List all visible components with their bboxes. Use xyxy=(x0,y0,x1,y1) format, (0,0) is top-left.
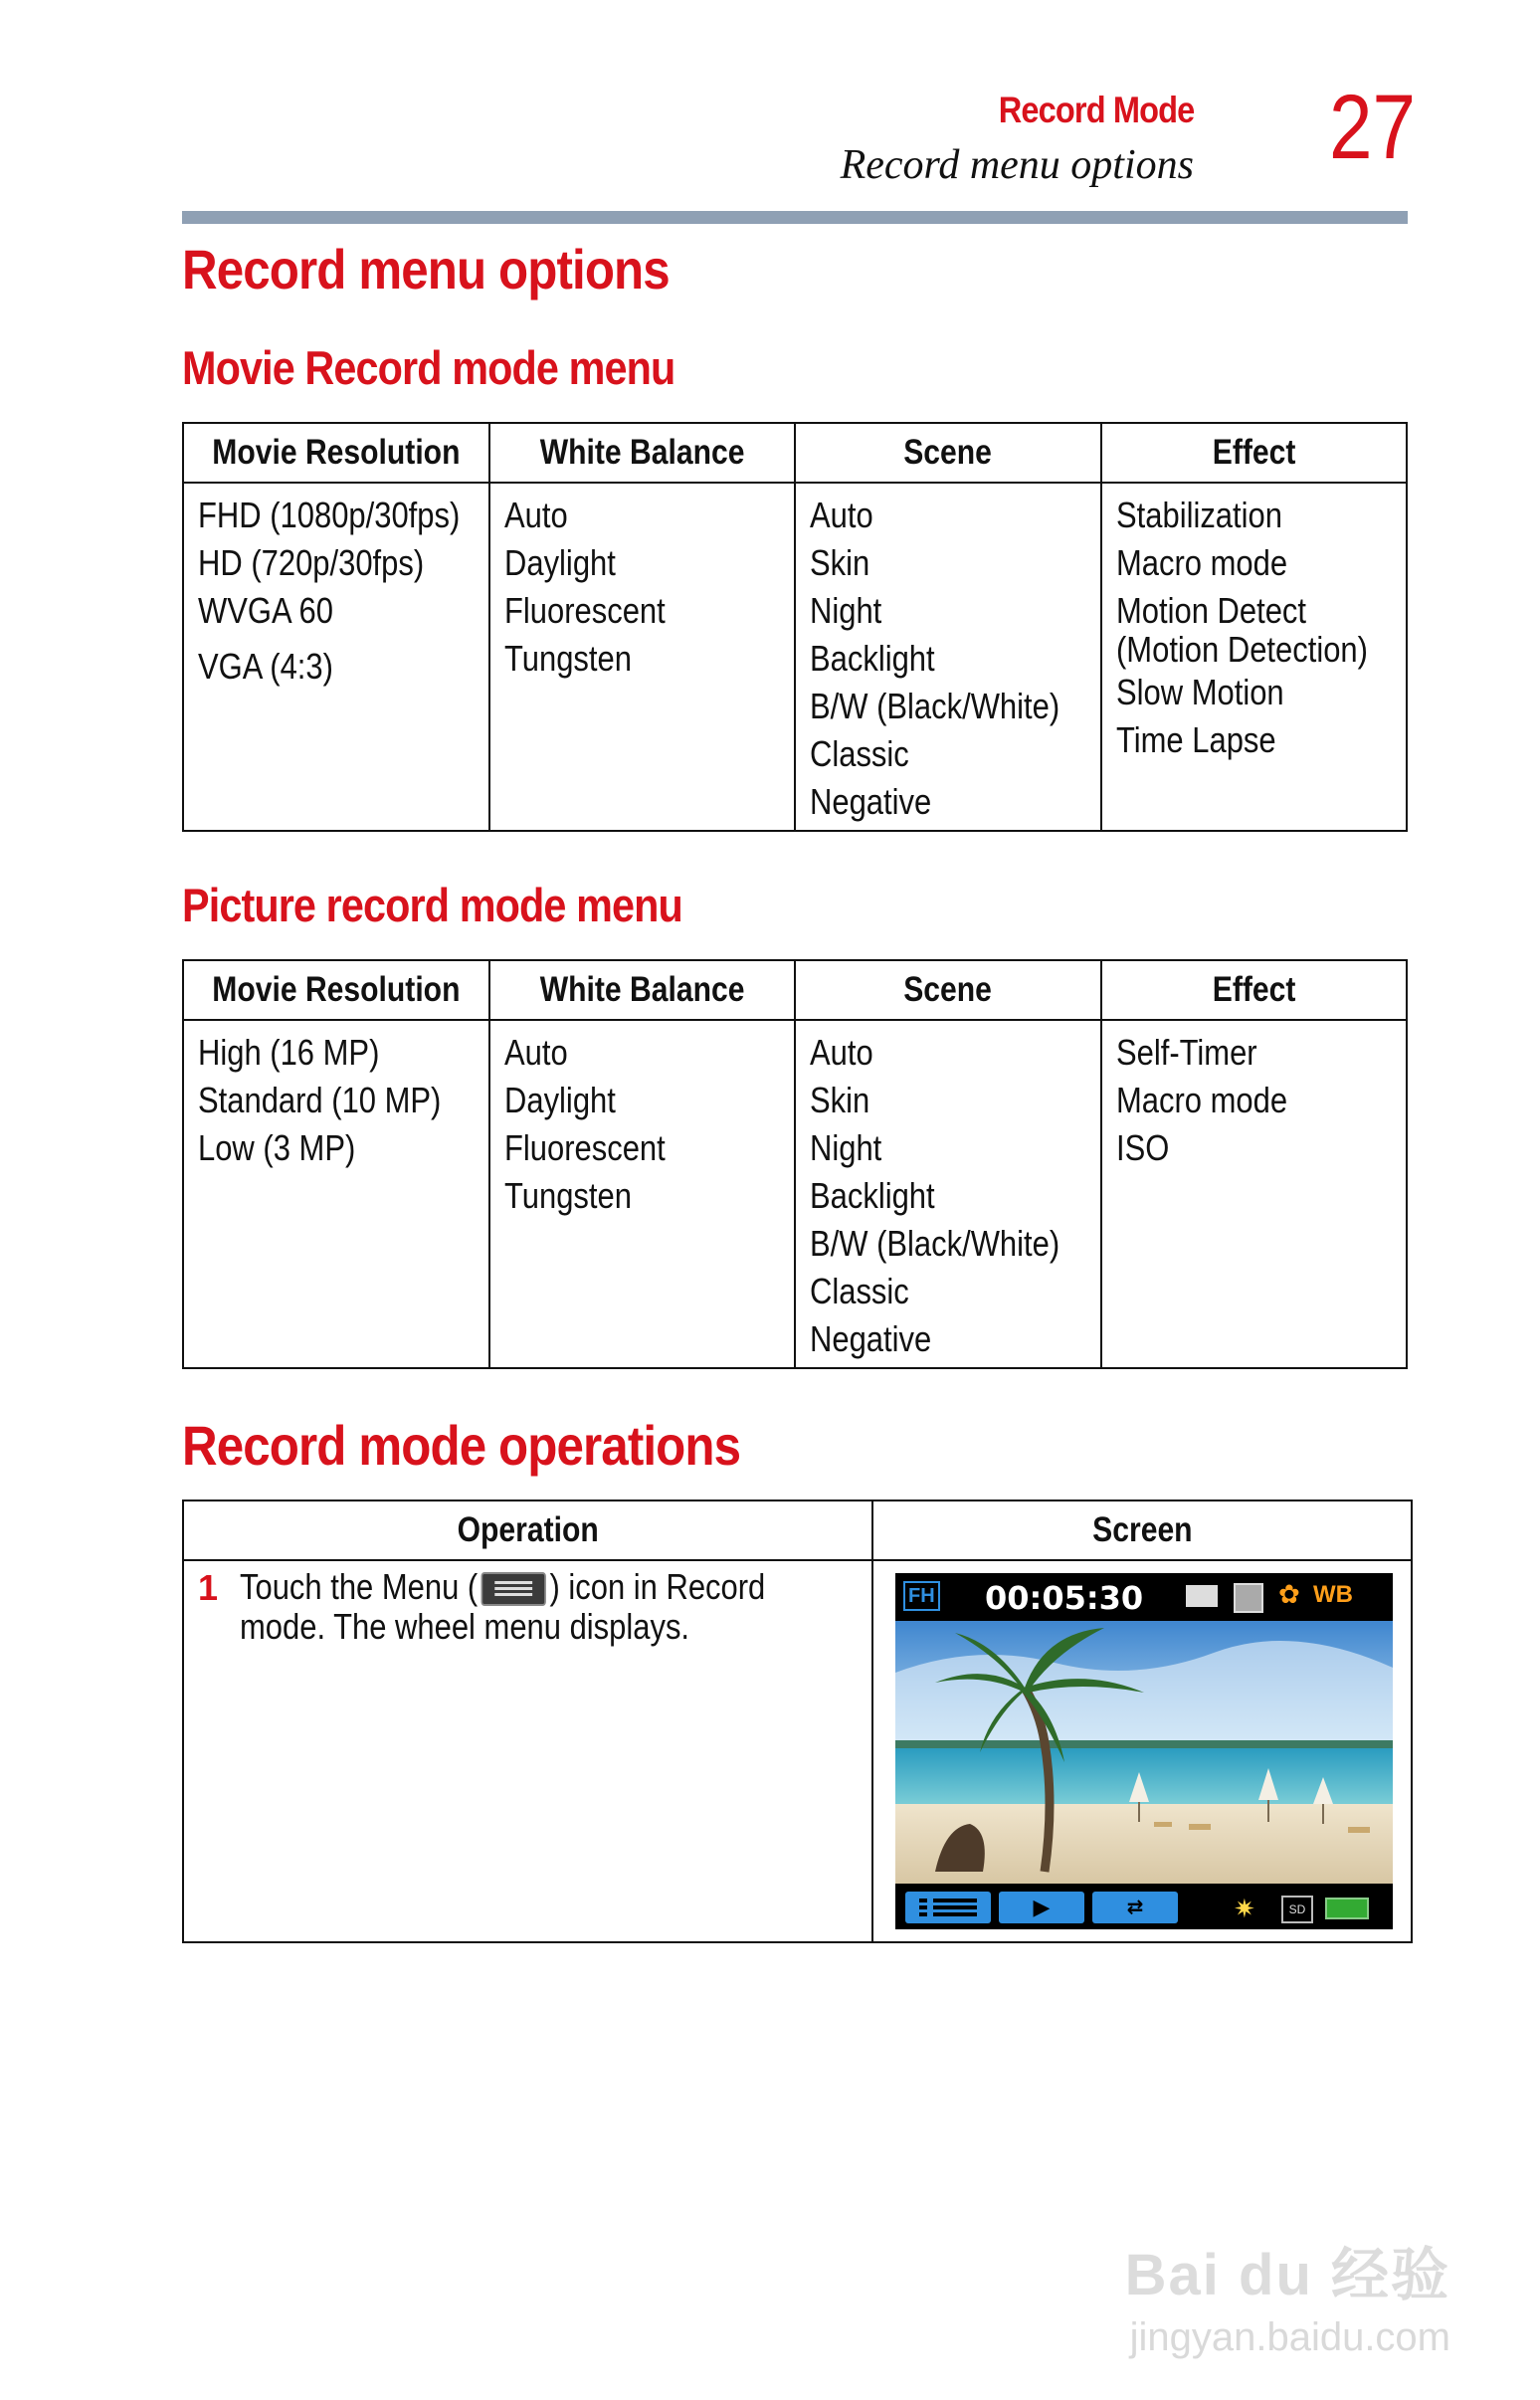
list-item: Tungsten xyxy=(503,638,632,679)
column-header-white-balance: White Balance xyxy=(489,960,796,1020)
table-row xyxy=(183,483,1407,831)
operations-table xyxy=(182,1500,1413,1943)
white-balance-icon: WB xyxy=(1313,1581,1353,1608)
battery-icon xyxy=(1325,1898,1369,1919)
list-item: Auto xyxy=(503,1032,568,1073)
list-item: HD (720p/30fps) xyxy=(198,542,425,583)
column-header-resolution: Movie Resolution xyxy=(183,960,489,1020)
list-item: Classic xyxy=(810,733,909,774)
watermark-brand: Bai du 经验 xyxy=(1124,2243,1450,2307)
screen-control-bar xyxy=(895,1884,1393,1929)
list-item: Macro mode xyxy=(1115,542,1287,583)
list-item: Daylight xyxy=(503,1080,616,1120)
column-header-scene: Scene xyxy=(795,960,1101,1020)
effect-cell xyxy=(1101,1020,1408,1368)
resolution-cell xyxy=(183,483,489,831)
list-item: Auto xyxy=(810,1032,873,1073)
camera-screen-preview xyxy=(895,1573,1393,1929)
timecode: 00:05:30 xyxy=(985,1579,1144,1617)
white-balance-cell xyxy=(489,1020,796,1368)
column-header-scene: Scene xyxy=(795,423,1101,483)
list-item: Daylight xyxy=(503,542,616,583)
light-icon: ✷ xyxy=(1234,1894,1255,1923)
list-item: Night xyxy=(810,590,882,631)
step-text: Touch the Menu ( ) icon in Record mode. The wheel menu displays. xyxy=(240,1566,766,1647)
scene-cell xyxy=(795,1020,1101,1368)
list-item: Self-Timer xyxy=(1115,1032,1257,1073)
list-item: Macro mode xyxy=(1115,1080,1287,1120)
screen-status-bar xyxy=(895,1573,1393,1621)
list-item: Skin xyxy=(810,1080,870,1120)
list-item: Motion Detect xyxy=(1115,590,1306,631)
list-item: FHD (1080p/30fps) xyxy=(198,495,461,535)
list-item: (Motion Detection) xyxy=(1115,629,1368,670)
column-header-operation: Operation xyxy=(183,1500,872,1560)
list-item: WVGA 60 xyxy=(198,590,333,631)
movie-menu-table xyxy=(182,422,1408,832)
baidu-watermark xyxy=(1125,2228,1450,2360)
table-row xyxy=(183,1020,1407,1368)
table-header-row xyxy=(183,1500,1412,1560)
table-header-row xyxy=(183,423,1407,483)
table-row xyxy=(183,1560,1412,1942)
list-item: Tungsten xyxy=(503,1175,632,1216)
playback-icon[interactable]: ▶ xyxy=(999,1892,1084,1923)
column-header-effect: Effect xyxy=(1101,960,1408,1020)
picture-menu-heading: Picture record mode menu xyxy=(182,879,682,931)
list-item: Backlight xyxy=(810,638,935,679)
list-item: Negative xyxy=(810,781,932,822)
effect-cell xyxy=(1101,483,1408,831)
list-item: Backlight xyxy=(810,1175,935,1216)
beach-scene-image xyxy=(895,1573,1393,1929)
list-item: Fluorescent xyxy=(503,590,666,631)
list-item: Auto xyxy=(810,495,873,535)
header-divider xyxy=(182,211,1408,224)
list-item: ISO xyxy=(1115,1127,1169,1168)
operations-heading: Record mode operations xyxy=(182,1414,741,1477)
resolution-badge: FH xyxy=(903,1581,940,1611)
header-section-title: Record Mode xyxy=(998,90,1194,130)
list-item: Standard (10 MP) xyxy=(198,1080,442,1120)
operation-step-cell xyxy=(183,1560,872,1942)
macro-flower-icon: ✿ xyxy=(1278,1579,1300,1609)
watermark-url: jingyan.baidu.com xyxy=(1129,2315,1450,2359)
list-item: Skin xyxy=(810,542,870,583)
24m-icon xyxy=(1186,1585,1218,1607)
list-item: Classic xyxy=(810,1271,909,1311)
column-header-resolution: Movie Resolution xyxy=(183,423,489,483)
list-item: Low (3 MP) xyxy=(198,1127,356,1168)
list-item: High (16 MP) xyxy=(198,1032,380,1073)
scene-cell xyxy=(795,483,1101,831)
table-header-row xyxy=(183,960,1407,1020)
screen-cell xyxy=(872,1560,1412,1942)
header-subsection-title: Record menu options xyxy=(840,142,1194,188)
mode-switch-icon[interactable]: ⇄ xyxy=(1092,1892,1178,1923)
column-header-white-balance: White Balance xyxy=(489,423,796,483)
list-item: Night xyxy=(810,1127,882,1168)
sd-card-icon: SD xyxy=(1281,1896,1313,1923)
list-item: Negative xyxy=(810,1318,932,1359)
scene-icon xyxy=(1234,1583,1263,1613)
list-item: B/W (Black/White) xyxy=(810,1223,1060,1264)
resolution-cell xyxy=(183,1020,489,1368)
white-balance-cell xyxy=(489,483,796,831)
column-header-effect: Effect xyxy=(1101,423,1408,483)
list-item: Auto xyxy=(503,495,568,535)
column-header-screen: Screen xyxy=(872,1500,1412,1560)
movie-menu-heading: Movie Record mode menu xyxy=(182,341,675,394)
menu-icon[interactable] xyxy=(905,1892,991,1923)
picture-menu-table xyxy=(182,959,1408,1369)
list-item: Slow Motion xyxy=(1115,672,1284,712)
list-item: Stabilization xyxy=(1115,495,1282,535)
list-item: B/W (Black/White) xyxy=(810,686,1060,726)
list-item: Time Lapse xyxy=(1115,719,1276,760)
list-item: VGA (4:3) xyxy=(198,646,333,687)
page-number: 27 xyxy=(1329,77,1416,178)
menu-list-icon xyxy=(481,1572,546,1606)
step-number: 1 xyxy=(198,1567,219,1608)
page-title: Record menu options xyxy=(182,238,670,300)
list-item: Fluorescent xyxy=(503,1127,666,1168)
